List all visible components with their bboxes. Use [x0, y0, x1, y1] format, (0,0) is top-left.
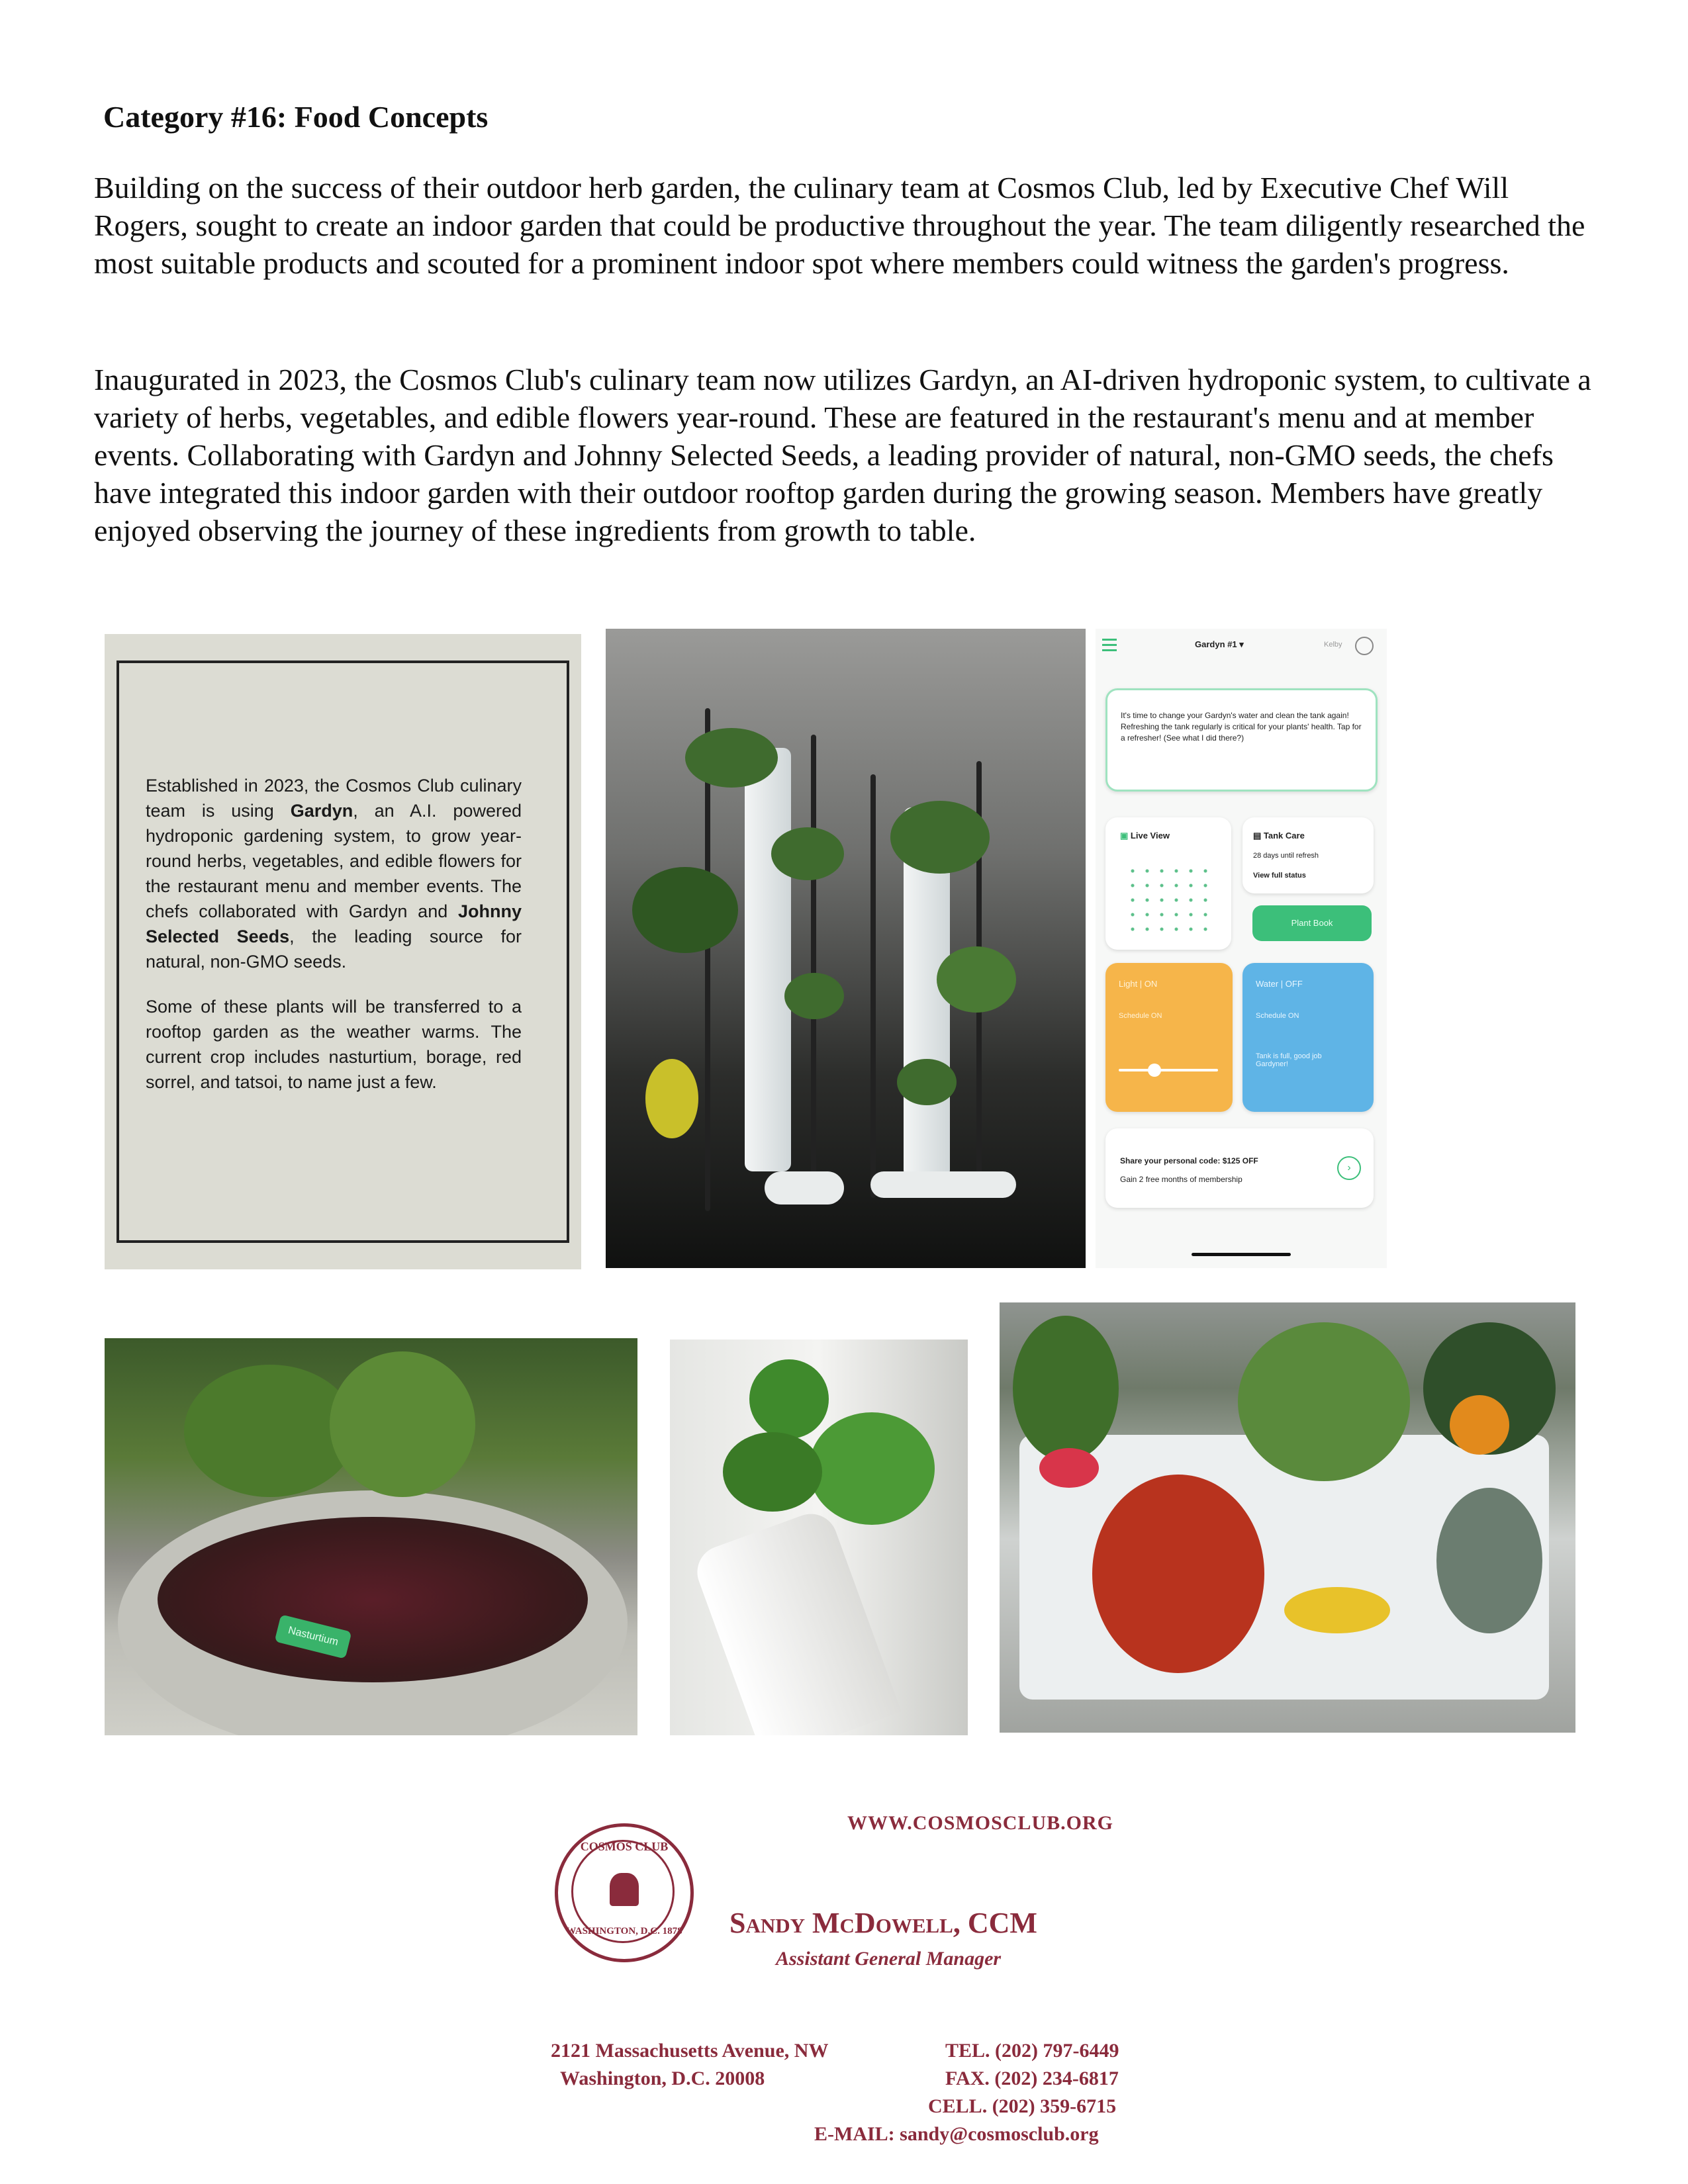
tank-days: 28 days until refresh [1253, 852, 1319, 860]
water-note: Tank is full, good job Gardyner! [1256, 1052, 1322, 1068]
sign-paragraph-2: Some of these plants will be transferred to a rooftop garden as the weather warms. The current crop includes nasturtium, borage, red sorrel, and tatsoi, to name just a few. [146, 997, 522, 1092]
address-line-2: Washington, D.C. 20008 [560, 2068, 765, 2089]
rooftop-planter-photo [105, 1338, 637, 1735]
page-heading: Category #16: Food Concepts [103, 100, 489, 134]
tank-care-card [1243, 817, 1374, 893]
sign-photo [105, 634, 581, 1269]
contact-name: Sandy McDowell, CCM [729, 1907, 1037, 1939]
light-schedule: Schedule ON [1119, 1012, 1162, 1020]
water-schedule: Schedule ON [1256, 1012, 1299, 1020]
water-label: Water | OFF [1256, 979, 1303, 989]
home-indicator [1192, 1253, 1291, 1256]
view-status-link: View full status [1253, 872, 1306, 880]
app-title: Gardyn #1 ▾ [1195, 639, 1244, 649]
sign-text [146, 773, 522, 1115]
light-label: Light | ON [1119, 979, 1158, 989]
cell-phone: CELL. (202) 359-6715 [928, 2095, 1117, 2117]
plant-tag: Nasturtium [275, 1614, 352, 1659]
address-line-1: 2121 Massachusetts Avenue, NW [551, 2040, 829, 2062]
gardyn-app-screenshot [1096, 629, 1387, 1268]
intro-paragraph: Building on the success of their outdoor herb garden, the culinary team at Cosmos Club, led by Executive Chef Will Rogers, sought to create an indoor garden that could be productive throughout the year. The team diligently researched the most suitable products and scouted for a prominent indoor spot where members could witness the garden's progress. [94, 171, 1585, 280]
fax: FAX. (202) 234-6817 [945, 2068, 1119, 2089]
gardyn-paragraph: Inaugurated in 2023, the Cosmos Club's culinary team now utilizes Gardyn, an AI-driven hydroponic system, to cultivate a variety of herbs, vegetables, and edible flowers year-round. These are featured in the restaurant's menu and at member events. Collaborating with Gardyn and Johnny Selected Seeds, a leading provider of natural, non-GMO seeds, the chefs have integrated this indoor garden with their outdoor rooftop garden during the growing season. Members have greatly enjoyed observing the journey of these ingredients from growth to table. [94, 363, 1591, 547]
sign-paragraph-1: Established in 2023, the Cosmos Club culinary team is using Gardyn, an A.I. powered hydroponic gardening system, to grow year-round herbs, vegetables, and edible flowers for the restaurant menu and member events. The chefs collaborated with Gardyn and Johnny Selected Seeds, the leading source for natural, non-GMO seeds. [146, 776, 522, 972]
water-card [1243, 963, 1374, 1112]
app-user: Kelby [1324, 641, 1342, 649]
harvest-tray-photo [1000, 1302, 1575, 1733]
light-slider-handle [1148, 1064, 1161, 1077]
menu-icon [1102, 639, 1117, 641]
message-text: It's time to change your Gardyn's water and clean the tank again! Refreshing the tank regularly is critical for your plants' health. Tap for a refresher! (See what I did there?) [1121, 711, 1362, 743]
live-view-label: ▣ Live View [1120, 831, 1170, 841]
avatar [1355, 637, 1374, 655]
website: WWW.COSMOSCLUB.ORG [847, 1812, 1113, 1834]
share-card [1105, 1128, 1374, 1208]
chevron-right-icon: › [1337, 1156, 1361, 1180]
telephone: TEL. (202) 797-6449 [945, 2040, 1119, 2062]
cosmos-club-seal: COSMOS CLUB WASHINGTON, D.C. 1878 [555, 1823, 694, 1962]
light-card [1105, 963, 1233, 1112]
share-code-text: Share your personal code: $125 OFF [1120, 1156, 1258, 1165]
plant-book-button: Plant Book [1252, 905, 1372, 941]
contact-title: Assistant General Manager [776, 1948, 1002, 1970]
tank-care-label: ▤ Tank Care [1253, 831, 1305, 841]
live-view-card [1105, 817, 1231, 950]
email: E-MAIL: sandy@cosmosclub.org [814, 2123, 1099, 2145]
share-membership-text: Gain 2 free months of membership [1120, 1175, 1243, 1184]
message-card [1105, 688, 1378, 792]
hydroponic-tower-photo [606, 629, 1086, 1268]
gardyn-pod-photo [670, 1340, 968, 1735]
